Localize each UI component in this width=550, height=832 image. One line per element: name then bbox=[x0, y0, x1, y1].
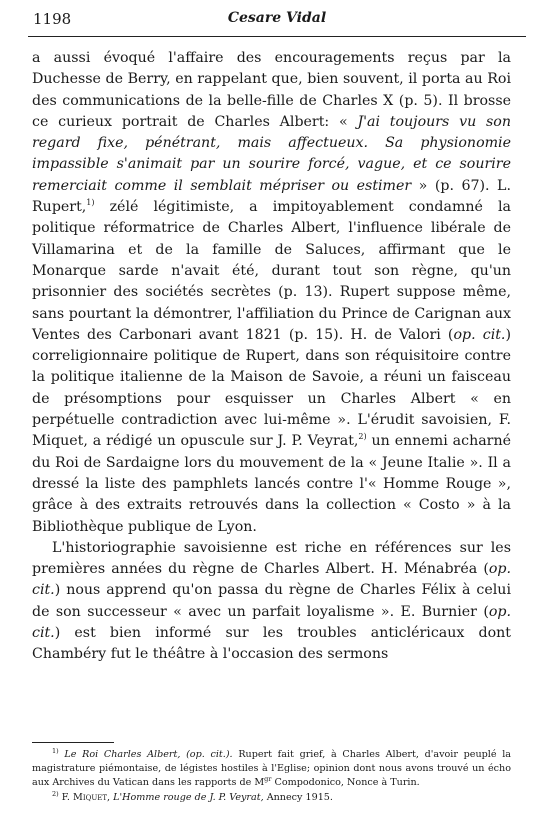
footnotes bbox=[32, 748, 511, 805]
p2-text-a: L'historiographie savoisienne est riche en références sur les premières années du règne de Charles Albert. H. Ménabréa ( bbox=[32, 539, 511, 578]
footnote-separator bbox=[32, 742, 114, 743]
paragraph-1 bbox=[32, 48, 511, 538]
quoted-portrait: J'ai toujours vu son regard fixe, pénétrant, mais affectueux. Sa physionomie impassible s'animait par un sourire forcé, vague, et ce sourire remerciait comme il semblait mépriser ou estimer bbox=[32, 113, 511, 194]
op-cit-1: op. cit. bbox=[453, 326, 506, 343]
footnote-2 bbox=[32, 791, 511, 805]
body-text bbox=[32, 48, 511, 666]
footnote-2-mark: 2) bbox=[52, 789, 59, 798]
footnote-1-sup: gr bbox=[264, 775, 272, 784]
p1-text-e: un ennemi acharné du Roi de Sardaigne lors du mouvement de la « Jeune Italie ». Il a dressé la liste des pamphlets lancés contre l'« Homme Rouge », grâce à des extraits retrouvés dans la collection « Costo » à la Bibliothèque publique de Lyon. bbox=[32, 433, 511, 535]
footnote-1 bbox=[32, 748, 511, 791]
op-cit-2: op. cit. bbox=[32, 561, 511, 599]
p1-text-c: zélé légitimiste, a impitoyablement condamné la politique réformatrice de Charles Albert, l'influence libérale de Villamarina et de la famille de Saluces, affirmant que le Monarque sarde n'avait été, durant tout son règne, qu'un prisonnier des sociétés secrètes (p. 13). Rupert suppose même, sans pourtant la démontrer, l'affiliation du Prince de Carignan aux Ventes des Carbonari avant 1821 (p. 15). H. de Valori ( bbox=[32, 199, 511, 343]
footnote-1-text-2: Compodonico, Nonce à Turin. bbox=[271, 777, 420, 789]
footnote-2-text: Annecy 1915. bbox=[263, 791, 333, 803]
p1-text-d: ) correligionnaire politique de Rupert, dans son réquisitoire contre la politique italienne de la Maison de Savoie, a réuni un faisceau de présomptions pour esquisser un Charles Albert « en perpétuelle contradiction avec lui-même ». L'érudit savoisien, F. Miquet, a rédigé un opuscule sur J. P. Veyrat, bbox=[32, 326, 511, 450]
footnote-1-mark: 1) bbox=[52, 747, 59, 755]
footnote-1-title: Le Roi Charles Albert, (op. cit.). bbox=[64, 749, 233, 760]
p2-text-c: ) est bien informé sur les troubles anticléricaux dont Chambéry fut le théâtre à l'occasion des sermons bbox=[32, 625, 511, 663]
paragraph-2 bbox=[32, 538, 511, 666]
p1-text-b: » (p. 67). L. Rupert, bbox=[32, 177, 511, 216]
page-number: 1198 bbox=[33, 10, 72, 28]
op-cit-3: op. cit. bbox=[32, 603, 511, 642]
footnote-ref-1: 1) bbox=[86, 198, 95, 208]
p1-text-a: a aussi évoqué l'affaire des encouragements reçus par la Duchesse de Berry, en rappelant que, bien souvent, il porta au Roi des communications de la belle-fille de Charles X (p. 5). Il brosse ce curieux portrait de Charles Albert: « bbox=[32, 50, 511, 130]
running-head: Cesare Vidal bbox=[227, 10, 327, 26]
footnote-ref-2: 2) bbox=[358, 432, 367, 442]
p2-text-b: ) nous apprend qu'on passa du règne de Charles Félix à celui de son successeur « avec un parfait loyalisme ». E. Burnier ( bbox=[32, 582, 511, 620]
footnote-1-text: Rupert fait grief, à Charles Albert, d'avoir peuplé la magistrature piémontaise, de légistes hostiles à l'Eglise; opinion dont nous avons trouvé un écho aux Archives du Vatican dans les rapports de M bbox=[32, 749, 512, 789]
footnote-2-title: L'Homme rouge de J. P. Veyrat, bbox=[113, 791, 264, 803]
page-header bbox=[28, 6, 526, 37]
footnote-2-author: F. Miquet, bbox=[61, 791, 111, 803]
